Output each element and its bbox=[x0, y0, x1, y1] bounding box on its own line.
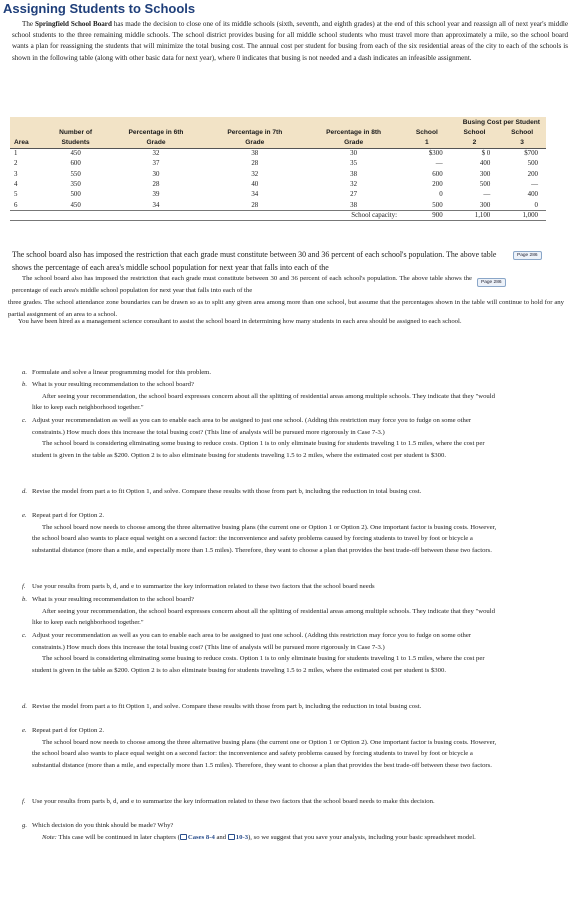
note-text: and bbox=[214, 833, 228, 841]
question-g bbox=[22, 820, 502, 843]
intro-text: The bbox=[22, 20, 36, 28]
column-header: Number of bbox=[59, 129, 93, 137]
question-d-repeat bbox=[22, 701, 502, 713]
question-label: f. bbox=[22, 798, 26, 805]
question-text: Formulate and solve a linear programming model for this problem. bbox=[32, 369, 212, 376]
question-label: f. bbox=[22, 583, 26, 590]
page-reference-badge[interactable]: Page 286 bbox=[513, 251, 542, 260]
table-header-row bbox=[10, 127, 546, 137]
question-label: d. bbox=[22, 703, 28, 710]
table-cell: 450 bbox=[70, 150, 81, 158]
school-board-name: Springfield School Board bbox=[35, 20, 112, 28]
note-label: Note: bbox=[42, 833, 57, 841]
busing-cost-header: Busing Cost per Student bbox=[462, 118, 540, 126]
table-cell: 450 bbox=[45, 200, 107, 210]
column-header: 2 bbox=[451, 138, 499, 148]
case-title: Assigning Students to Schools bbox=[3, 1, 196, 16]
question-continuation: The school board is considering eliminating some busing to reduce costs. Option 1 is to only eliminate busing for students traveling 1 to 1.5 miles, where the cost per student is given in the table as $200. Option 2 is to also eliminate busing for students traveling 1.5 to 2 miles, where the estimated cost per student is $300. bbox=[32, 440, 485, 460]
table-cell: 1 bbox=[14, 150, 18, 158]
spreadsheet-icon bbox=[228, 834, 235, 840]
table-row bbox=[10, 148, 546, 158]
case-link[interactable]: 10-3 bbox=[235, 833, 249, 841]
case-note bbox=[32, 832, 502, 844]
table-cell: $ 0 bbox=[481, 150, 491, 158]
question-continuation: The school board now needs to choose among the three alternative busing plans (the current one or Option 1 or Option 2). One important factor is busing costs. However, the school board also wants to place equal weight on a second factor: the inconvenience and safety problems caused by forcing students to travel by foot or bicycle a substantial distance (more than a mile, and especially more than 1.5 miles). Therefore, they want to choose a plan that provides the best trade-off between these two factors. bbox=[32, 523, 497, 555]
table-cell: 30 bbox=[152, 170, 160, 178]
question-e bbox=[22, 510, 502, 557]
table-row bbox=[10, 190, 546, 200]
table-row bbox=[10, 169, 546, 179]
table-cell: 5 bbox=[14, 191, 18, 199]
question-label: c. bbox=[22, 417, 27, 424]
table-cell: 300 bbox=[451, 200, 499, 210]
table-cell: — bbox=[531, 181, 538, 189]
column-header: Grade bbox=[304, 138, 403, 148]
table-cell: 350 bbox=[70, 181, 81, 189]
question-b-repeat bbox=[22, 594, 502, 629]
intro-text-rest: has made the decision to close one of its middle schools (sixth, seventh, and eighth grades) at the end of this school year and reassign all of next year's middle school students to the three remaining middle schools. The school district provides busing for all middle school students who must travel more than approximately a mile, so the school board wants a plan for reassigning the students that will minimize the total busing cost. The annual cost per student for busing from each of the six residential areas of the city to each of the schools is shown in the following table (along with other basic data for next year), where 0 indicates that busing is not needed and a dash indicates an infeasible assignment. bbox=[12, 20, 568, 62]
intro-paragraph bbox=[12, 19, 568, 64]
table-cell: 35 bbox=[350, 160, 358, 168]
question-f-repeat bbox=[22, 796, 502, 808]
question-text: Adjust your recommendation as well as you can to enable each area to be assigned to just one school. (Adding this restriction may force you to fudge on some other constraints.) How much does this increase the total busing cost? (This line of analysis will be pursued more rigorously in Case 7-3.) bbox=[32, 417, 472, 436]
column-header: Percentage in 8th bbox=[326, 129, 382, 137]
column-header: Percentage in 7th bbox=[227, 129, 283, 137]
table-cell: 6 bbox=[10, 200, 45, 210]
note-text: ), so we suggest that you save your analysis, including your basic spreadsheet model. bbox=[248, 833, 476, 841]
question-c-repeat bbox=[22, 630, 502, 677]
question-continuation: After seeing your recommendation, the school board expresses concern about all the splitting of residential areas among multiple schools. They indicate that they "would like to keep each neighborhood together." bbox=[32, 392, 495, 412]
capacity-value: 900 bbox=[403, 211, 451, 221]
column-header: 3 bbox=[498, 138, 546, 148]
table-cell: 500 bbox=[479, 181, 491, 189]
question-text: What is your resulting recommendation to the school board? bbox=[32, 381, 194, 388]
question-a bbox=[22, 367, 502, 379]
busing-data-table bbox=[10, 117, 546, 221]
question-d bbox=[22, 486, 502, 498]
table-cell: 38 bbox=[251, 150, 259, 158]
table-group-header-row bbox=[10, 117, 546, 127]
table-cell: 39 bbox=[152, 191, 160, 199]
table-cell: 34 bbox=[107, 200, 206, 210]
question-label: g. bbox=[22, 822, 28, 829]
table-cell: 32 bbox=[251, 170, 259, 178]
column-header: Area bbox=[10, 138, 45, 148]
question-f bbox=[22, 581, 502, 593]
table-cell: 34 bbox=[251, 191, 259, 199]
spreadsheet-icon bbox=[180, 834, 187, 840]
attendance-zone-paragraph: three grades. The school attendance zone boundaries can be drawn so as to split any given area among more than one school, but assume that the percentages shown in the table will continue to hold for any partial assignment of an area to a school. bbox=[8, 299, 564, 318]
table-row bbox=[10, 159, 546, 169]
table-cell: 3 bbox=[14, 170, 18, 178]
question-label: b. bbox=[22, 381, 28, 388]
question-continuation: The school board is considering eliminating some busing to reduce costs. Option 1 is to only eliminate busing for students traveling 1 to 1.5 miles, where the cost per student is given in the table as $200. Option 2 is to also eliminate busing for students traveling 1.5 to 2 miles, where the estimated cost per student is $300. bbox=[32, 655, 485, 675]
question-c bbox=[22, 415, 502, 462]
case-link[interactable]: Cases 8-4 bbox=[187, 833, 215, 841]
table-row bbox=[10, 179, 546, 189]
question-continuation: The school board now needs to choose among the three alternative busing plans (the current one or Option 1 or Option 2). One important factor is busing costs. However, the school board also wants to place equal weight on a second factor: the inconvenience and safety problems caused by forcing students to travel by foot or bicycle a substantial distance (more than a mile, and especially more than 1.5 miles). Therefore, they want to choose a plan that provides the best trade-off between these two factors. bbox=[32, 738, 497, 770]
table-cell: 300 bbox=[479, 170, 491, 178]
table-cell: 37 bbox=[152, 160, 160, 168]
table-cell: 200 bbox=[527, 170, 538, 178]
consultant-paragraph: You have been hired as a management science consultant to assist the school board in determining how many students in each area should be assigned to each school. bbox=[18, 318, 462, 325]
column-header: School bbox=[511, 129, 534, 137]
question-label: a. bbox=[22, 369, 28, 376]
question-text: Repeat part d for Option 2. bbox=[32, 512, 105, 519]
question-label: b. bbox=[22, 596, 28, 603]
table-cell: 4 bbox=[14, 181, 18, 189]
table-cell: 400 bbox=[527, 191, 538, 199]
column-header: Percentage in 6th bbox=[128, 129, 184, 137]
table-cell: 0 bbox=[498, 200, 546, 210]
table-cell: 32 bbox=[350, 181, 358, 189]
question-b bbox=[22, 379, 502, 414]
page-reference-badge[interactable]: Page 286 bbox=[477, 278, 506, 287]
restriction-paragraph-duplicate: The school board also has imposed the restriction that each grade must constitute between 30 and 36 percent of each school's population. The above table shows the percentage of each area's middle school population for next year that falls into each of the bbox=[12, 275, 472, 294]
question-text: Use your results from parts b, d, and e to summarize the key information related to these two factors that the school board needs bbox=[32, 583, 375, 590]
table-cell: 500 bbox=[70, 191, 81, 199]
question-label: c. bbox=[22, 632, 27, 639]
table-cell: 0 bbox=[439, 191, 443, 199]
table-cell: 38 bbox=[304, 200, 403, 210]
table-cell: — bbox=[435, 160, 443, 168]
column-header: Grade bbox=[107, 138, 206, 148]
table-cell: 600 bbox=[70, 160, 81, 168]
column-header: Grade bbox=[205, 138, 304, 148]
table-cell: 27 bbox=[350, 191, 358, 199]
table-cell: 32 bbox=[152, 150, 160, 158]
table-cell: 400 bbox=[479, 160, 491, 168]
question-text: What is your resulting recommendation to the school board? bbox=[32, 596, 194, 603]
table-cell: $300 bbox=[428, 150, 443, 158]
column-header: Students bbox=[45, 138, 107, 148]
column-header: 1 bbox=[403, 138, 451, 148]
table-cell: 28 bbox=[251, 160, 259, 168]
capacity-row bbox=[10, 211, 546, 221]
question-text: Adjust your recommendation as well as you can to enable each area to be assigned to just one school. (Adding this restriction may force you to fudge on some other constraints.) How much does this increase the total busing cost? (This line of analysis will be pursued more rigorously in Case 7-3.) bbox=[32, 632, 472, 651]
table-cell: 200 bbox=[432, 181, 443, 189]
restriction-paragraph: The school board also has imposed the restriction that each grade must constitute between 30 and 36 percent of each school's population. The above table shows the percentage of each area's middle school population for next year that falls into each of the bbox=[12, 250, 497, 272]
column-header: School bbox=[415, 129, 438, 137]
table-cell: 500 bbox=[527, 160, 538, 168]
table-cell: — bbox=[483, 191, 491, 199]
table-cell: 2 bbox=[14, 160, 18, 168]
question-text: Which decision do you think should be made? Why? bbox=[32, 822, 174, 829]
column-header: School bbox=[463, 129, 486, 137]
note-text: This case will be continued in later chapters ( bbox=[56, 833, 180, 841]
question-text: Revise the model from part a to fit Option 1, and solve. Compare these results with those from part b, including the reduction in total busing cost. bbox=[32, 703, 422, 710]
table-cell: 28 bbox=[205, 200, 304, 210]
capacity-label: School capacity: bbox=[304, 211, 403, 221]
capacity-value: 1,000 bbox=[498, 211, 546, 221]
table-row bbox=[10, 200, 546, 210]
question-continuation: After seeing your recommendation, the school board expresses concern about all the splitting of residential areas among multiple schools. They indicate that they "would like to keep each neighborhood together." bbox=[32, 607, 495, 627]
question-text: Revise the model from part a to fit Option 1, and solve. Compare these results with those from part b, including the reduction in total busing cost. bbox=[32, 488, 422, 495]
table-cell: $700 bbox=[524, 150, 538, 158]
capacity-value: 1,100 bbox=[451, 211, 499, 221]
question-label: e. bbox=[22, 512, 27, 519]
table-cell: 550 bbox=[70, 170, 81, 178]
question-e-repeat bbox=[22, 725, 502, 772]
question-label: d. bbox=[22, 488, 28, 495]
table-cell: 38 bbox=[350, 170, 358, 178]
question-label: e. bbox=[22, 727, 27, 734]
table-cell: 500 bbox=[403, 200, 451, 210]
table-cell: 600 bbox=[432, 170, 443, 178]
question-text: Repeat part d for Option 2. bbox=[32, 727, 105, 734]
table-header-row bbox=[10, 138, 546, 148]
table-cell: 28 bbox=[152, 181, 160, 189]
table-cell: 30 bbox=[350, 150, 358, 158]
question-text: Use your results from parts b, d, and e to summarize the key information related to these two factors that the school board needs to make this decision. bbox=[32, 798, 435, 805]
table-cell: 40 bbox=[251, 181, 259, 189]
